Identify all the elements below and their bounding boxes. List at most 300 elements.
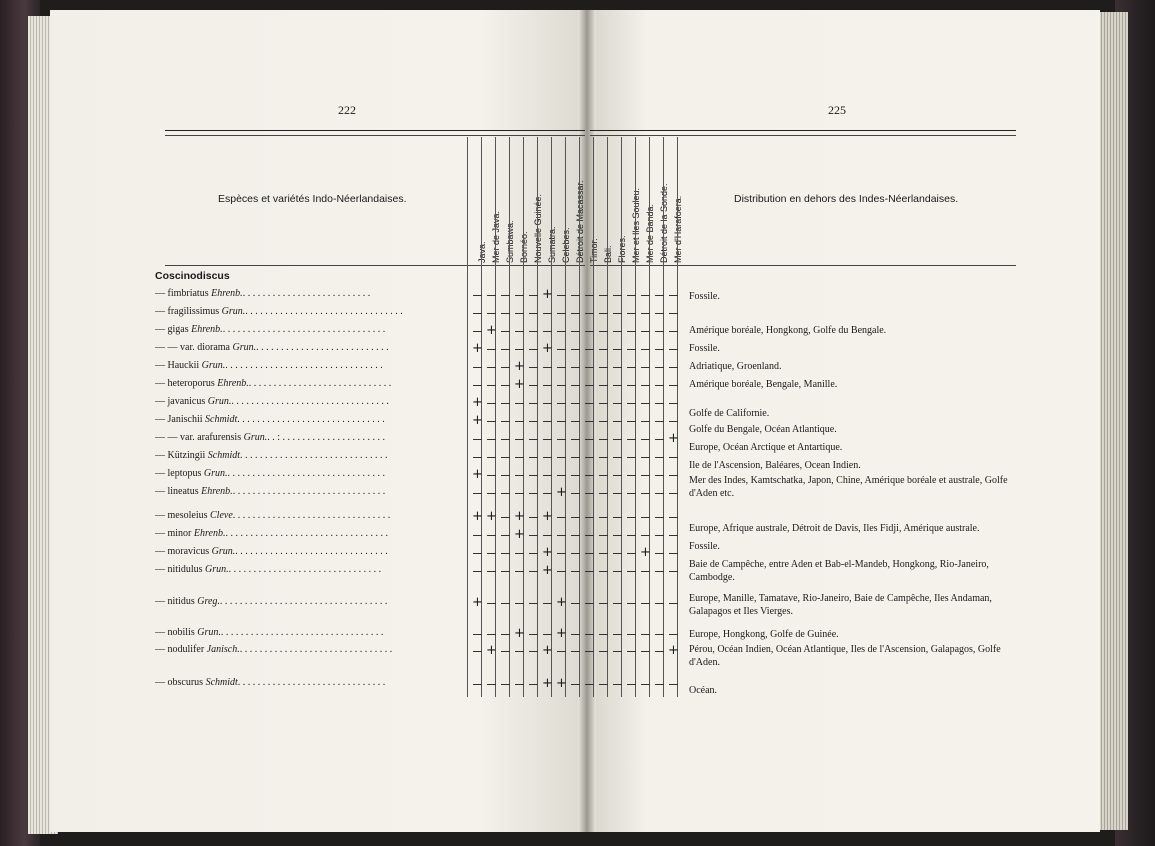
- grid-line: [593, 137, 594, 697]
- leader-dots: . . . . . . . . . . . . . . . . . . . . . . . . . . . . . . . . .: [220, 627, 384, 638]
- presence-mark: +: [472, 341, 483, 356]
- absence-dash: [613, 475, 622, 476]
- species-row: [155, 596, 463, 607]
- absence-dash: [627, 385, 636, 386]
- absence-dash: [613, 553, 622, 554]
- presence-mark: +: [514, 359, 525, 374]
- absence-dash: [529, 385, 538, 386]
- absence-dash: [627, 367, 636, 368]
- column-header-label: Mer d'Harafoera.: [673, 195, 683, 263]
- column-header-label: Mer de Java.: [491, 210, 501, 263]
- absence-dash: [599, 535, 608, 536]
- absence-dash: [557, 475, 566, 476]
- header-rule-right: [590, 265, 1016, 266]
- species-row: [155, 396, 463, 407]
- top-rule-right: [590, 130, 1016, 131]
- absence-dash: [529, 349, 538, 350]
- leader-dots: . . . . . . . . . . . . . . . . . . . . . . . . . . . . . . . .: [227, 468, 386, 479]
- absence-dash: [571, 403, 580, 404]
- absence-dash: [515, 684, 524, 685]
- species-author: Greg.: [194, 596, 220, 607]
- leader-dots: . . . . . . . . . . . . . . . . . . . . . . . . . . .: [256, 342, 389, 353]
- absence-dash: [627, 493, 636, 494]
- absence-dash: [473, 295, 482, 296]
- absence-dash: [641, 493, 650, 494]
- presence-mark: +: [542, 341, 553, 356]
- absence-dash: [501, 535, 510, 536]
- distribution-entry: Golfe du Bengale, Océan Atlantique.: [689, 424, 837, 435]
- presence-mark: +: [486, 509, 497, 524]
- presence-mark: +: [542, 676, 553, 691]
- absence-dash: [501, 457, 510, 458]
- absence-dash: [669, 517, 678, 518]
- absence-dash: [515, 403, 524, 404]
- absence-dash: [669, 295, 678, 296]
- species-row: [155, 378, 463, 389]
- absence-dash: [487, 349, 496, 350]
- absence-dash: [641, 349, 650, 350]
- absence-dash: [529, 457, 538, 458]
- species-row: [155, 360, 463, 371]
- absence-dash: [501, 421, 510, 422]
- species-name: — nitidulus: [155, 564, 203, 575]
- presence-mark: +: [472, 413, 483, 428]
- absence-dash: [473, 535, 482, 536]
- absence-dash: [529, 651, 538, 652]
- leader-dots: . . . . . . . . . . . . . . . . . . . . . . . . . . . . . . . .: [232, 510, 391, 521]
- absence-dash: [585, 367, 594, 368]
- distribution-entry: Ile de l'Ascension, Baléares, Ocean Indien.: [689, 460, 861, 471]
- absence-dash: [473, 385, 482, 386]
- leader-dots: . . . . . . . . . . . . . . . . . . . . . . . . . . . . . . .: [239, 644, 393, 655]
- absence-dash: [613, 367, 622, 368]
- absence-dash: [627, 457, 636, 458]
- species-name: — Kützingii: [155, 450, 206, 461]
- species-author: Grun.: [199, 360, 226, 371]
- presence-mark: +: [514, 509, 525, 524]
- absence-dash: [473, 493, 482, 494]
- left-column-caption: Espèces et variétés Indo-Néerlandaises.: [218, 193, 407, 205]
- column-header-label: Bali.: [603, 245, 613, 263]
- absence-dash: [585, 439, 594, 440]
- species-author: Schmidt: [202, 414, 238, 425]
- species-author: Grun.: [201, 468, 228, 479]
- absence-dash: [515, 295, 524, 296]
- absence-dash: [585, 403, 594, 404]
- absence-dash: [487, 475, 496, 476]
- absence-dash: [655, 295, 664, 296]
- column-header-label: Détroit de la Sonde.: [659, 183, 669, 263]
- absence-dash: [529, 571, 538, 572]
- absence-dash: [543, 313, 552, 314]
- leader-dots: . . . . . . . . . . . . . . . . . . . . . . . . . . . . . . . .: [245, 306, 403, 317]
- column-header-label: Mer et Iles Souleu.: [631, 187, 641, 263]
- absence-dash: [571, 313, 580, 314]
- grid-line: [607, 137, 608, 697]
- absence-dash: [599, 651, 608, 652]
- species-author: Ehrenb.: [214, 378, 249, 389]
- leader-dots: . . . . . . . . . . . . . . . . . . . . . . . . . . . . . . .: [228, 564, 382, 575]
- absence-dash: [571, 421, 580, 422]
- absence-dash: [571, 475, 580, 476]
- species-name: — obscurus: [155, 677, 204, 688]
- absence-dash: [473, 331, 482, 332]
- absence-dash: [599, 571, 608, 572]
- leader-dots: . . : . . . . . . . . . . . . . . . . . . . . .: [267, 432, 385, 443]
- absence-dash: [613, 517, 622, 518]
- absence-dash: [487, 571, 496, 572]
- absence-dash: [613, 295, 622, 296]
- absence-dash: [543, 385, 552, 386]
- absence-dash: [627, 535, 636, 536]
- presence-mark: +: [472, 595, 483, 610]
- absence-dash: [599, 684, 608, 685]
- absence-dash: [613, 439, 622, 440]
- distribution-entry: Europe, Manille, Tamatave, Rio-Janeiro, Baie de Campêche, Iles Andaman, Galapagos et Iles Vierges.: [689, 593, 992, 617]
- absence-dash: [669, 475, 678, 476]
- absence-dash: [543, 475, 552, 476]
- species-author: Ehrenb.: [191, 528, 226, 539]
- absence-dash: [613, 535, 622, 536]
- species-name: — Janischii: [155, 414, 203, 425]
- column-header-label: Bornéo.: [519, 231, 529, 263]
- absence-dash: [669, 493, 678, 494]
- absence-dash: [655, 313, 664, 314]
- absence-dash: [585, 493, 594, 494]
- absence-dash: [585, 517, 594, 518]
- absence-dash: [641, 517, 650, 518]
- absence-dash: [641, 403, 650, 404]
- species-name: — fragilissimus: [155, 306, 220, 317]
- absence-dash: [641, 475, 650, 476]
- absence-dash: [585, 553, 594, 554]
- absence-dash: [557, 331, 566, 332]
- absence-dash: [599, 331, 608, 332]
- absence-dash: [669, 385, 678, 386]
- presence-mark: +: [472, 467, 483, 482]
- species-name: — nobilis: [155, 627, 195, 638]
- species-name: — leptopus: [155, 468, 202, 479]
- absence-dash: [543, 367, 552, 368]
- grid-line: [467, 137, 468, 697]
- absence-dash: [501, 439, 510, 440]
- presence-mark: +: [514, 527, 525, 542]
- species-author: Grun.: [205, 396, 232, 407]
- absence-dash: [585, 571, 594, 572]
- absence-dash: [627, 517, 636, 518]
- leader-dots: . . . . . . . . . . . . . . . . . . . . . . . . . . . . . . . . .: [225, 528, 388, 539]
- species-row: [155, 564, 463, 575]
- presence-mark: +: [514, 626, 525, 641]
- top-rule-left: [165, 130, 585, 131]
- presence-mark: +: [514, 377, 525, 392]
- absence-dash: [529, 535, 538, 536]
- absence-dash: [585, 651, 594, 652]
- presence-mark: +: [556, 485, 567, 500]
- grid-line: [649, 137, 650, 697]
- absence-dash: [585, 421, 594, 422]
- absence-dash: [613, 349, 622, 350]
- absence-dash: [599, 553, 608, 554]
- absence-dash: [585, 603, 594, 604]
- grid-line: [663, 137, 664, 697]
- right-column-caption: Distribution en dehors des Indes-Néerlandaises.: [734, 193, 959, 205]
- species-row: [155, 546, 463, 557]
- distribution-entry: Baie de Campêche, entre Aden et Bab-el-Mandeb, Hongkong, Rio-Janeiro, Cambodge.: [689, 559, 989, 583]
- column-header-label: Détroit de Macassar.: [575, 180, 585, 263]
- absence-dash: [599, 313, 608, 314]
- absence-dash: [515, 553, 524, 554]
- absence-dash: [627, 331, 636, 332]
- presence-mark: +: [542, 287, 553, 302]
- grid-line: [635, 137, 636, 697]
- absence-dash: [613, 403, 622, 404]
- absence-dash: [543, 535, 552, 536]
- absence-dash: [627, 634, 636, 635]
- leader-dots: . . . . . . . . . . . . . . . . . . . . . . . . . . . . . . . .: [231, 396, 389, 407]
- absence-dash: [501, 331, 510, 332]
- absence-dash: [641, 651, 650, 652]
- absence-dash: [655, 517, 664, 518]
- absence-dash: [641, 634, 650, 635]
- absence-dash: [473, 634, 482, 635]
- absence-dash: [501, 553, 510, 554]
- absence-dash: [641, 385, 650, 386]
- left-page-number: 222: [338, 103, 356, 117]
- absence-dash: [655, 553, 664, 554]
- absence-dash: [655, 349, 664, 350]
- absence-dash: [529, 367, 538, 368]
- absence-dash: [655, 331, 664, 332]
- absence-dash: [599, 403, 608, 404]
- absence-dash: [501, 349, 510, 350]
- absence-dash: [585, 295, 594, 296]
- leader-dots: . . . . . . . . . . . . . . . . . . . . . . . . . . . . . .: [240, 450, 388, 461]
- species-row: [155, 468, 463, 479]
- absence-dash: [557, 553, 566, 554]
- absence-dash: [487, 367, 496, 368]
- absence-dash: [655, 403, 664, 404]
- absence-dash: [669, 553, 678, 554]
- species-row: [155, 486, 463, 497]
- species-row: [155, 627, 463, 638]
- grid-line: [579, 137, 580, 697]
- absence-dash: [473, 553, 482, 554]
- absence-dash: [543, 421, 552, 422]
- presence-mark: +: [472, 509, 483, 524]
- leader-dots: . . . . . . . . . . . . . . . . . . . . . . . . . . . . . . . . . .: [219, 596, 388, 607]
- presence-mark: +: [668, 643, 679, 658]
- absence-dash: [557, 517, 566, 518]
- absence-dash: [641, 457, 650, 458]
- absence-dash: [627, 439, 636, 440]
- absence-dash: [571, 457, 580, 458]
- absence-dash: [599, 439, 608, 440]
- grid-line: [495, 137, 496, 697]
- grid-line: [509, 137, 510, 697]
- absence-dash: [501, 603, 510, 604]
- leader-dots: . . . . . . . . . . . . . . . . . . . . . . . . . . . . . . .: [235, 546, 388, 557]
- absence-dash: [571, 651, 580, 652]
- absence-dash: [529, 634, 538, 635]
- distribution-entry: Europe, Afrique australe, Détroit de Davis, Iles Fidji, Amérique australe.: [689, 523, 980, 534]
- species-name: — fimbriatus: [155, 288, 209, 299]
- absence-dash: [585, 313, 594, 314]
- absence-dash: [655, 684, 664, 685]
- distribution-entry: Fossile.: [689, 291, 720, 302]
- absence-dash: [473, 367, 482, 368]
- leader-dots: . . . . . . . . . . . . . . . . . . . . . . . . . .: [242, 288, 371, 299]
- absence-dash: [641, 684, 650, 685]
- absence-dash: [557, 421, 566, 422]
- absence-dash: [613, 651, 622, 652]
- absence-dash: [557, 295, 566, 296]
- grid-line: [677, 137, 678, 697]
- species-name: — Hauckii: [155, 360, 200, 371]
- absence-dash: [487, 295, 496, 296]
- absence-dash: [655, 385, 664, 386]
- absence-dash: [599, 493, 608, 494]
- absence-dash: [585, 634, 594, 635]
- absence-dash: [543, 634, 552, 635]
- column-header-label: Sumatra.: [547, 226, 557, 263]
- absence-dash: [571, 571, 580, 572]
- absence-dash: [543, 493, 552, 494]
- species-row: [155, 677, 463, 688]
- absence-dash: [669, 535, 678, 536]
- right-page-number: 225: [828, 103, 846, 117]
- absence-dash: [487, 535, 496, 536]
- absence-dash: [585, 385, 594, 386]
- distribution-entry: Golfe de Californie.: [689, 408, 770, 419]
- absence-dash: [627, 421, 636, 422]
- absence-dash: [557, 457, 566, 458]
- absence-dash: [627, 475, 636, 476]
- absence-dash: [585, 475, 594, 476]
- absence-dash: [515, 421, 524, 422]
- distribution-entry: Fossile.: [689, 343, 720, 354]
- absence-dash: [641, 535, 650, 536]
- absence-dash: [529, 331, 538, 332]
- absence-dash: [501, 571, 510, 572]
- absence-dash: [515, 439, 524, 440]
- absence-dash: [557, 571, 566, 572]
- absence-dash: [571, 331, 580, 332]
- absence-dash: [599, 367, 608, 368]
- absence-dash: [557, 439, 566, 440]
- absence-dash: [487, 403, 496, 404]
- grid-line: [537, 137, 538, 697]
- species-author: Grun.: [229, 342, 257, 353]
- absence-dash: [571, 553, 580, 554]
- absence-dash: [669, 313, 678, 314]
- absence-dash: [501, 367, 510, 368]
- absence-dash: [557, 535, 566, 536]
- presence-mark: +: [556, 626, 567, 641]
- absence-dash: [501, 634, 510, 635]
- presence-mark: +: [556, 595, 567, 610]
- species-row: [155, 432, 463, 443]
- leader-dots: . . . . . . . . . . . . . . . . . . . . . . . . . . . . . . .: [232, 486, 386, 497]
- absence-dash: [599, 634, 608, 635]
- absence-dash: [529, 403, 538, 404]
- absence-dash: [669, 331, 678, 332]
- absence-dash: [669, 684, 678, 685]
- absence-dash: [585, 535, 594, 536]
- species-name: — minor: [155, 528, 192, 539]
- absence-dash: [571, 493, 580, 494]
- presence-mark: +: [668, 431, 679, 446]
- species-name: — nodulifer: [155, 644, 205, 655]
- absence-dash: [501, 517, 510, 518]
- absence-dash: [627, 553, 636, 554]
- absence-dash: [543, 457, 552, 458]
- absence-dash: [599, 421, 608, 422]
- absence-dash: [627, 571, 636, 572]
- absence-dash: [655, 367, 664, 368]
- absence-dash: [571, 367, 580, 368]
- absence-dash: [571, 385, 580, 386]
- absence-dash: [557, 349, 566, 350]
- absence-dash: [529, 475, 538, 476]
- species-name: — lineatus: [155, 486, 199, 497]
- absence-dash: [655, 421, 664, 422]
- column-header-label: Celebes.: [561, 227, 571, 263]
- absence-dash: [487, 421, 496, 422]
- column-header-label: Flores.: [617, 235, 627, 263]
- species-name: — gigas: [155, 324, 189, 335]
- column-header-label: Sumbawa.: [505, 220, 515, 263]
- absence-dash: [627, 403, 636, 404]
- absence-dash: [501, 475, 510, 476]
- presence-mark: +: [486, 643, 497, 658]
- absence-dash: [571, 535, 580, 536]
- absence-dash: [655, 439, 664, 440]
- absence-dash: [487, 439, 496, 440]
- absence-dash: [515, 603, 524, 604]
- absence-dash: [571, 634, 580, 635]
- leader-dots: . . . . . . . . . . . . . . . . . . . . . . . . . . . . .: [248, 378, 392, 389]
- absence-dash: [529, 553, 538, 554]
- absence-dash: [627, 313, 636, 314]
- distribution-entry: Océan.: [689, 685, 718, 696]
- presence-mark: +: [542, 509, 553, 524]
- presence-mark: +: [542, 643, 553, 658]
- absence-dash: [627, 349, 636, 350]
- presence-mark: +: [486, 323, 497, 338]
- leader-dots: . . . . . . . . . . . . . . . . . . . . . . . . . . . . . . . . .: [222, 324, 386, 335]
- absence-dash: [613, 493, 622, 494]
- absence-dash: [487, 684, 496, 685]
- absence-dash: [515, 331, 524, 332]
- species-name: — heteroporus: [155, 378, 215, 389]
- absence-dash: [669, 421, 678, 422]
- absence-dash: [473, 571, 482, 572]
- species-row: [155, 528, 463, 539]
- absence-dash: [529, 517, 538, 518]
- absence-dash: [655, 651, 664, 652]
- absence-dash: [585, 457, 594, 458]
- absence-dash: [613, 313, 622, 314]
- species-author: Cleve: [207, 510, 233, 521]
- distribution-entry: Fossile.: [689, 541, 720, 552]
- species-row: [155, 324, 463, 335]
- absence-dash: [571, 603, 580, 604]
- species-name: — nitidus: [155, 596, 195, 607]
- column-header-label: Java.: [477, 241, 487, 263]
- absence-dash: [613, 331, 622, 332]
- absence-dash: [543, 403, 552, 404]
